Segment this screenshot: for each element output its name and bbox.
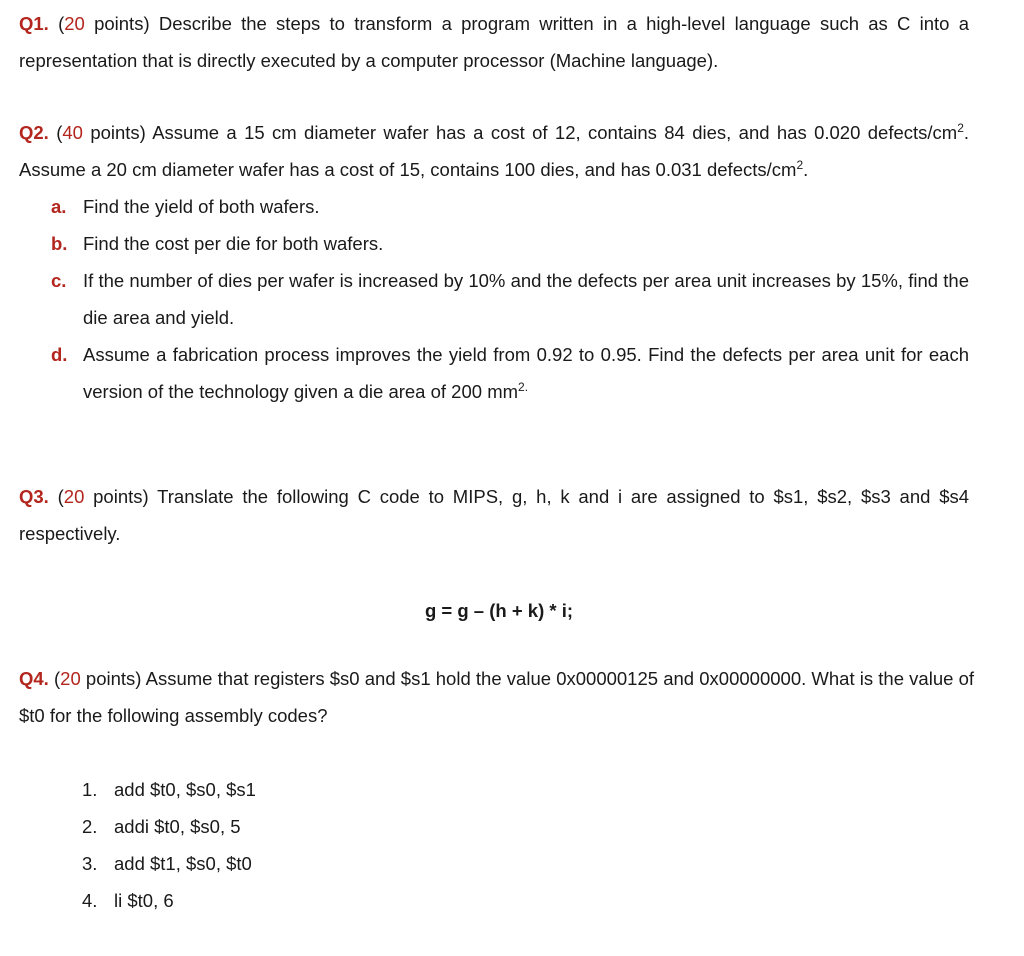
instruction-code: addi $t0, $s0, 5: [114, 816, 241, 837]
question-2: [19, 114, 969, 410]
subpart-letter: a.: [51, 196, 67, 217]
question-2-text-part1: Assume a 15 cm diameter wafer has a cost of 12, contains 84 dies, and has 0.020 defects/cm: [152, 122, 958, 143]
superscript: 2: [957, 121, 964, 135]
subpart-text: Find the yield of both wafers.: [83, 196, 320, 217]
question-2-text-part2: . Assume a 20 cm diameter wafer has a cost of 15, contains 100 dies, and has 0.031 defects/cm: [19, 122, 970, 180]
question-3-text: Translate the following C code to MIPS, g, h, k and i are assigned to $s1, $s2, $s3 and $s4 respectively.: [19, 486, 970, 544]
assembly-instruction-list: [82, 771, 256, 919]
assembly-instruction: [82, 808, 256, 845]
question-2-label: Q2.: [19, 122, 49, 143]
assembly-instruction: [82, 882, 256, 919]
question-4-points-value: 20: [60, 668, 81, 689]
instruction-code: add $t0, $s0, $s1: [114, 779, 256, 800]
superscript: 2.: [518, 380, 529, 394]
instruction-number: 3.: [82, 853, 98, 874]
question-2-points-value: 40: [62, 122, 83, 143]
question-2-text-part3: .: [803, 159, 809, 180]
question-3: [19, 478, 969, 552]
question-1-points: (20 points): [58, 13, 150, 34]
subpart-text: Find the cost per die for both wafers.: [83, 233, 384, 254]
instruction-code: li $t0, 6: [114, 890, 174, 911]
assembly-instruction: [82, 771, 256, 808]
question-1-label: Q1.: [19, 13, 49, 34]
subpart-a: [19, 188, 969, 225]
question-3-points: (20 points): [57, 486, 149, 507]
subpart-letter: d.: [51, 344, 68, 365]
subpart-letter: c.: [51, 270, 67, 291]
superscript: 2: [796, 158, 804, 172]
question-1-points-value: 20: [64, 13, 85, 34]
instruction-number: 2.: [82, 816, 98, 837]
assembly-instruction: [82, 845, 256, 882]
c-code-statement: g = g – (h + k) * i;: [424, 600, 574, 621]
subpart-text: Assume a fabrication process improves the yield from 0.92 to 0.95. Find the defects per area unit for each version of the technology given a die area of 200 mm: [83, 344, 969, 402]
instruction-code: add $t1, $s0, $t0: [114, 853, 252, 874]
subpart-letter: b.: [51, 233, 68, 254]
question-2-subparts: [19, 188, 969, 410]
instruction-number: 1.: [82, 779, 98, 800]
question-3-label: Q3.: [19, 486, 49, 507]
question-1-text: Describe the steps to transform a program written in a high-level language such as C into a representation that is directly executed by a computer processor (Machine language).: [19, 13, 970, 71]
question-1: [19, 5, 969, 79]
subpart-text: If the number of dies per wafer is increased by 10% and the defects per area unit increases by 15%, find the die area and yield.: [83, 270, 969, 328]
question-2-points: (40 points): [56, 122, 146, 143]
question-2-prompt: [19, 114, 969, 188]
subpart-b: [19, 225, 969, 262]
question-3-points-value: 20: [63, 486, 85, 507]
question-4: [19, 660, 974, 734]
question-4-label: Q4.: [19, 668, 49, 689]
subpart-d: [19, 336, 969, 410]
question-4-text: Assume that registers $s0 and $s1 hold the value 0x00000125 and 0x00000000. What is the value of $t0 for the following assembly codes?: [19, 668, 975, 726]
subpart-c: [19, 262, 969, 336]
question-4-points: (20 points): [54, 668, 142, 689]
instruction-number: 4.: [82, 890, 98, 911]
